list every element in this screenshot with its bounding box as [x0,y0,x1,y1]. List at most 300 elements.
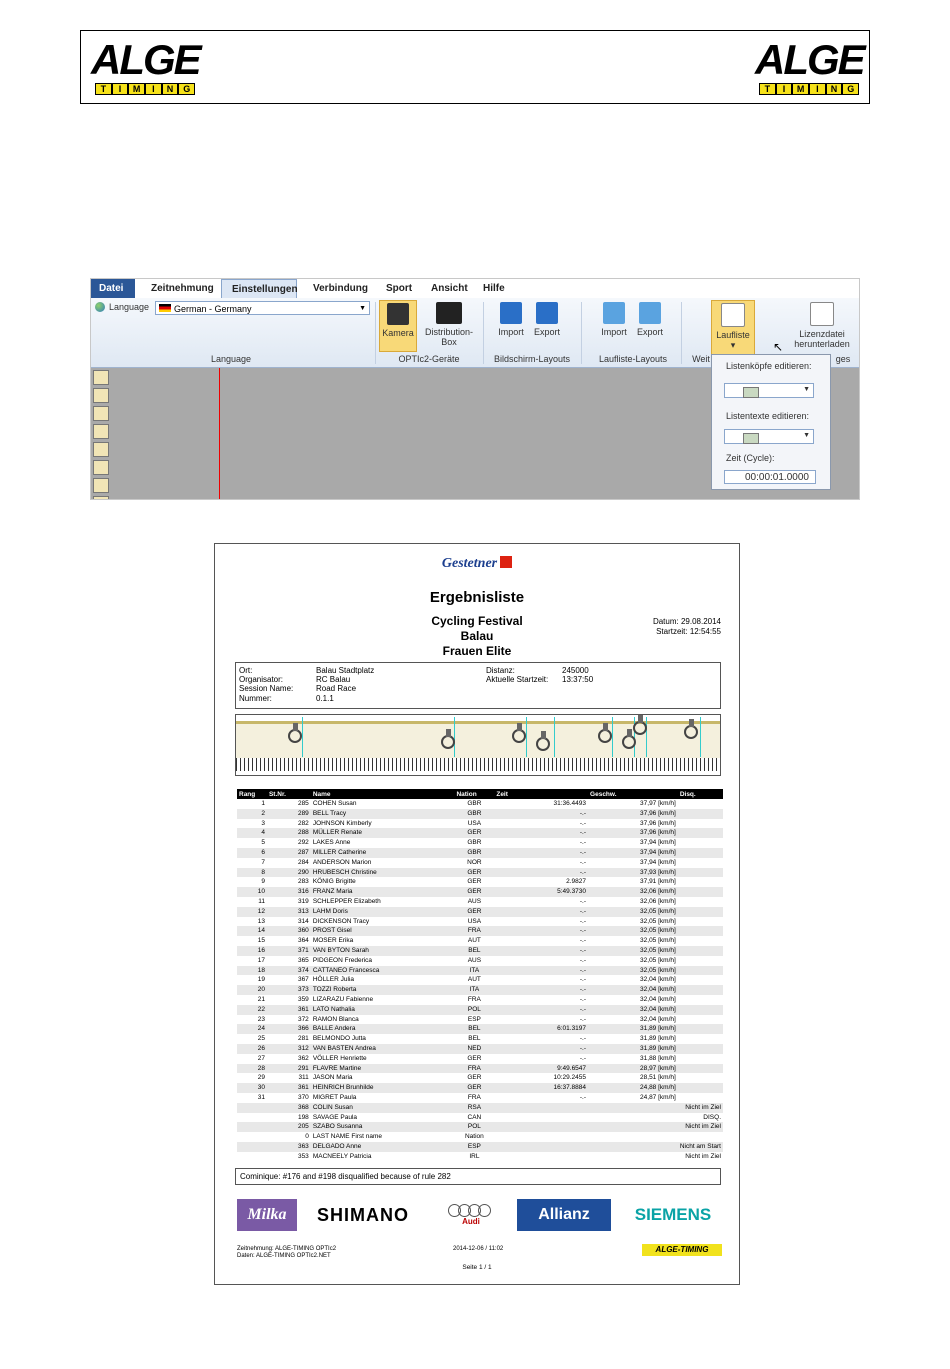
download-icon [810,302,834,326]
col-startnr: St.Nr. [267,789,311,799]
start-number-cell: 290 [267,868,311,878]
athlete-name-cell: VAN BYTON Sarah [311,946,455,956]
camera-tool-icon[interactable] [93,442,109,457]
menu-zeitnehmung[interactable]: Zeitnehmung [151,283,214,294]
table-row [237,897,723,907]
nation-cell: AUT [467,976,481,984]
table-row [237,887,723,897]
event-info-box: Ort: Balau Stadtplatz Organisator: RC Balau Session Name: Road Race Nummer: 0.1.1 Distanz: 245000 Aktuelle Startzeit: 13:37:50 [235,662,721,709]
athlete-name-cell: VAN BASTEN Andrea [311,1044,455,1054]
report-start-time: Startzeit: 12:54:55 [656,627,721,636]
nation-cell: BEL [454,946,494,956]
disqualification-cell [678,956,723,966]
gestetner-logo: Gestetner [215,556,739,572]
menu-einstellungen[interactable]: Einstellungen [221,279,297,298]
athlete-name-cell: FRANZ Maria [311,887,455,897]
start-number-cell: 374 [267,966,311,976]
table-row [237,799,723,809]
disqualification-cell [678,848,723,858]
nation-cell: GER [454,907,494,917]
nation-cell: ITA [454,966,494,976]
nation-cell: USA [467,917,482,925]
start-number-cell: 372 [297,1015,309,1023]
bar-tool-icon[interactable] [93,460,109,475]
nation-cell: GER [454,887,494,897]
event-category: Frauen Elite [442,644,512,658]
start-number-cell: 284 [297,858,309,866]
start-number-cell: 363 [267,1142,311,1152]
number-tool-icon[interactable] [93,406,109,421]
time-cell: -.- [579,917,587,925]
nation-cell: NED [454,1044,494,1054]
start-number-cell: 353 [297,1152,309,1160]
time-cell: 2.9827 [566,878,587,886]
time-cell: -.- [494,907,588,917]
table-row [237,1044,723,1054]
rank-cell: 22 [237,1005,267,1015]
disqualification-cell: Nicht am Start [679,1142,721,1150]
rank-cell: 18 [237,966,267,976]
athlete-name-cell: CATTANEO Francesca [311,966,455,976]
group-label-optic2: OPTIc2-Geräte [398,354,460,364]
speed-cell: 37,97 [km/h] [640,800,676,807]
time-cell: -.- [579,956,587,964]
rank-cell [237,1103,267,1113]
nation-cell: ESP [454,1142,494,1152]
table-row [237,975,723,985]
menu-bar [91,279,859,299]
report-title: Ergebnisliste [429,589,525,606]
start-number-cell: 361 [267,1005,311,1015]
nation-cell: GER [454,868,494,878]
hand-tool-icon[interactable] [93,370,109,385]
kamera-button[interactable]: Kamera [379,300,417,352]
speed-cell: 37,96 [km/h] [588,809,678,819]
table-row [237,809,723,819]
rank-cell: 30 [237,1083,267,1093]
event-location: Balau [460,629,494,643]
nation-cell: CAN [467,1113,482,1121]
time-cell: -.- [494,926,588,936]
start-number-cell: 287 [267,848,311,858]
disqualification-cell [678,897,723,907]
cyclist-image [288,729,302,743]
athlete-name-cell: SCHLEPPER Elizabeth [312,897,381,905]
language-label: Language [109,302,150,312]
disqualification-cell [678,838,723,848]
nation-cell: GER [454,1083,494,1093]
disqualification-cell: Nicht im Ziel [678,1103,723,1113]
rank-cell: 26 [237,1044,267,1054]
speed-cell: 37,96 [km/h] [640,819,676,827]
speed-cell: 32,04 [km/h] [588,1005,678,1015]
laufliste-button[interactable]: Laufliste ▾ [711,300,755,356]
speed-cell: 32,06 [km/h] [588,887,678,897]
menu-sport[interactable]: Sport [386,283,413,294]
start-number-cell: 312 [267,1044,311,1054]
athlete-name-cell: MILLER Catherine [311,848,455,858]
speed-cell: 32,04 [km/h] [640,1015,676,1023]
athlete-name-cell: JASON Maria [312,1074,353,1082]
disqualification-cell [678,1073,723,1083]
allianz-logo: Allianz [517,1199,611,1231]
nation-cell: FRA [454,1064,494,1074]
menu-hilfe[interactable]: Hilfe [483,283,505,294]
speed-cell [588,1103,678,1113]
time-cell [494,1113,588,1123]
cyclist-image [536,737,550,751]
speed-cell: 37,94 [km/h] [640,839,676,847]
speed-cell: 32,04 [km/h] [588,985,678,995]
group-label-weitere: Weit [692,354,710,364]
cyclist-image [598,729,612,743]
start-number-cell: 198 [297,1113,309,1121]
results-table [237,789,723,1161]
camera-icon [387,303,409,325]
table-row [237,858,723,868]
rank-cell: 6 [237,848,267,858]
time-cell: -.- [579,937,587,945]
laufliste-dropdown [711,354,831,490]
rank-cell: 20 [237,985,267,995]
disqualification-cell [678,868,723,878]
language-select[interactable]: German - Germany ▼ [155,301,370,315]
time-cell: 9:49.6547 [494,1064,588,1074]
edit-icon [743,387,759,398]
speed-cell: 32,06 [km/h] [640,897,676,905]
menu-verbindung[interactable]: Verbindung [313,283,368,294]
athlete-name-cell: COLIN Susan [311,1103,455,1113]
rank-cell: 2 [237,809,267,819]
table-row [237,1034,723,1044]
rank-cell [237,1113,267,1123]
export-icon [536,302,558,324]
start-number-cell: 292 [297,839,309,847]
disqualification-cell [678,985,723,995]
nation-cell: ESP [467,1015,481,1023]
rank-cell [237,1122,267,1132]
nation-cell: FRA [467,995,481,1003]
time-cell: 16:37.8884 [494,1083,588,1093]
chevron-down-icon: ▼ [359,305,366,312]
start-number-cell: 285 [297,800,309,807]
rank-cell [237,1142,267,1152]
disqualification-cell [678,799,723,809]
table-row [237,1054,723,1064]
rank-cell: 7 [261,858,265,866]
cyclist-image [684,725,698,739]
disqualification-cell: DISQ. [703,1113,721,1121]
table-row [237,1073,723,1083]
chevron-down-icon: ▼ [803,386,810,393]
footer-credits: Zeitnehmung: ALGE-TIMING OPTIc2 Daten: ALGE-TIMING OPTIc2.NET [237,1246,337,1259]
cyclist-image [633,721,647,735]
speed-cell: 28,51 [km/h] [640,1074,676,1082]
time-cell: -.- [579,976,587,984]
start-number-cell: 288 [267,828,311,838]
speed-cell [588,1152,678,1162]
time-cell: 5:49.3730 [494,887,588,897]
speed-cell: 32,04 [km/h] [640,976,676,984]
table-row [237,1103,723,1113]
rank-cell: 23 [257,1015,265,1023]
disqualification-cell [678,1034,723,1044]
athlete-name-cell: KÖNIG Brigitte [312,878,356,886]
line-tool-icon[interactable] [93,388,109,403]
nation-cell: RSA [454,1103,494,1113]
start-number-cell: 205 [267,1122,311,1132]
speed-cell: 37,93 [km/h] [588,868,678,878]
alge-timing-logo-left: ALGE T I M I N G [91,36,200,94]
disqualification-cell [678,1044,723,1054]
athlete-name-cell: MIGRET Paula [312,1093,357,1101]
group-label-list-layouts: Laufliste-Layouts [598,354,668,364]
nation-cell: GER [467,1074,482,1082]
start-number-cell: 360 [267,926,311,936]
disqualification-cell [678,975,723,985]
download-license-button[interactable]: Lizenzdatei herunterladen [791,300,853,349]
rank-cell: 1 [261,800,265,807]
athlete-name-cell: HEINRICH Brunhilde [311,1083,455,1093]
rank-cell: 11 [258,897,265,905]
start-number-cell: 371 [267,946,311,956]
time-cell: -.- [494,946,588,956]
rank-cell: 13 [257,917,265,925]
rank-cell: 12 [237,907,267,917]
disqualification-cell [678,1005,723,1015]
table-row [237,936,723,946]
time-cell: 6:01.3197 [494,1024,588,1034]
table-row [237,877,723,887]
finish-photo-strip [235,714,721,776]
speed-cell: 32,05 [km/h] [640,937,676,945]
rank-cell: 5 [261,839,265,847]
rank-cell: 10 [237,887,267,897]
disqualification-cell [678,1024,723,1034]
speed-cell [588,1142,678,1152]
auto-tool-icon[interactable] [93,478,109,493]
report-date: Datum: 29.08.2014 [652,617,721,626]
start-number-cell: 365 [297,956,309,964]
start-number-cell: 367 [297,976,309,984]
menu-ansicht[interactable]: Ansicht [431,283,468,294]
nation-cell: POL [454,1122,494,1132]
start-number-cell: 373 [267,985,311,995]
rank-cell [237,1132,267,1142]
disqualification-cell: Nicht im Ziel [678,1122,723,1132]
table-row [237,946,723,956]
siemens-logo: SIEMENS [634,1205,712,1224]
table-row [237,1132,723,1142]
speed-cell: 37,94 [km/h] [640,858,676,866]
list-layout-export-button[interactable]: Export [632,300,668,337]
speed-cell [588,1122,678,1132]
time-cell: -.- [494,966,588,976]
rank-cell: 14 [237,926,267,936]
speed-cell: 37,96 [km/h] [588,828,678,838]
speed-cell: 31,88 [km/h] [640,1054,676,1062]
time-cell: -.- [494,848,588,858]
speed-cell: 32,05 [km/h] [588,946,678,956]
time-cell: -.- [579,858,587,866]
nation-cell: IRL [469,1152,480,1160]
table-row [237,1005,723,1015]
start-number-cell: 314 [297,917,309,925]
table-row [237,1024,723,1034]
import-icon [500,302,522,324]
h-tool-icon[interactable] [93,424,109,439]
disqualification-cell [678,1093,723,1103]
rank-cell: 25 [257,1035,265,1043]
nation-cell: BEL [454,1024,494,1034]
time-cell: -.- [579,839,587,847]
time-cell: -.- [494,1044,588,1054]
speed-cell: 37,91 [km/h] [640,878,676,886]
time-cell: -.- [494,985,588,995]
time-cell: -.- [579,1035,587,1043]
table-row [237,1015,723,1025]
disqualification-cell [678,907,723,917]
screen-layout-import-button[interactable]: Import [493,300,529,337]
rank-cell: 24 [237,1024,267,1034]
event-name: Cycling Festival [431,614,523,628]
athlete-name-cell: HRUBESCH Christine [311,868,455,878]
disqualification-cell [678,917,723,927]
nation-cell: GBR [467,839,482,847]
rank-cell: 29 [257,1074,265,1082]
page-header [80,30,870,104]
athlete-name-cell: LAST NAME First name [312,1133,383,1141]
globe-icon [95,302,105,312]
list-layout-import-button[interactable]: Import [596,300,632,337]
alge-timing-logo-right: ALGE T I M I N G [755,36,864,94]
start-number-cell: 359 [297,995,309,1003]
cycle-time-input[interactable]: 00:00:01.0000 [724,470,816,484]
time-cell: -.- [579,995,587,1003]
disqualification-cell [678,858,723,868]
cyclist-image [512,729,526,743]
athlete-name-cell: MACNEELY Patricia [312,1152,372,1160]
rank-cell [237,1152,267,1162]
start-number-cell: 366 [267,1024,311,1034]
nation-cell: GBR [467,800,482,807]
distribution-box-icon [436,302,462,324]
speed-cell: 37,94 [km/h] [588,848,678,858]
nation-cell: GER [454,828,494,838]
table-row [237,1152,723,1162]
distribution-box-button[interactable]: Distribution- Box [421,300,477,347]
table-row [237,838,723,848]
list-header-edit-select[interactable] [724,383,814,398]
menu-datei[interactable]: Datei [91,279,135,298]
speed-cell: 32,05 [km/h] [588,966,678,976]
nation-cell: GBR [454,848,494,858]
time-cell: -.- [494,1005,588,1015]
tool-strip [93,370,109,500]
rank-cell: 16 [237,946,267,956]
col-name: Name [311,789,455,799]
rank-cell: 9 [261,878,265,886]
athlete-name-cell: LATO Nathalia [311,1005,455,1015]
disqualification-cell [678,936,723,946]
speed-cell [588,1132,678,1142]
shimano-logo: SHIMANO [317,1204,409,1225]
disqualification-cell [678,887,723,897]
nation-cell: FRA [454,926,494,936]
speed-cell: 32,04 [km/h] [640,995,676,1003]
speed-cell: 24,88 [km/h] [588,1083,678,1093]
page-number: Seite 1 / 1 [462,1264,492,1271]
athlete-name-cell: LAKES Anne [312,839,351,847]
nation-cell: GER [467,1054,482,1062]
mouse-cursor-icon: ↖ [773,340,784,354]
rank-cell: 31 [257,1093,265,1101]
athlete-name-cell: RAMON Blanca [312,1015,359,1023]
start-number-cell: 361 [267,1083,311,1093]
col-nation: Nation [454,789,494,799]
athlete-name-cell: ANDERSON Marion [312,858,372,866]
athlete-name-cell: BELMONDO Jutta [312,1035,366,1043]
table-row [237,1142,723,1152]
table-row [237,966,723,976]
time-cell: 31:36.4493 [553,800,587,807]
athlete-name-cell: FLAVRE Martine [311,1064,455,1074]
disqualification-cell [678,828,723,838]
clock-tool-icon[interactable] [93,496,109,500]
speed-cell: 32,05 [km/h] [640,917,676,925]
nation-cell: POL [454,1005,494,1015]
disqualification-cell [678,1054,723,1064]
start-number-cell: 311 [298,1074,309,1082]
athlete-name-cell: VÖLLER Henriette [312,1054,367,1062]
table-row [237,868,723,878]
screen-layout-export-button[interactable]: Export [529,300,565,337]
table-row [237,926,723,936]
athlete-name-cell: LIZARAZU Fabienne [312,995,374,1003]
table-row [237,1122,723,1132]
nation-cell: BEL [468,1035,481,1043]
athlete-name-cell: BELL Tracy [311,809,455,819]
table-row [237,819,723,829]
import-icon [603,302,625,324]
rank-cell: 27 [257,1054,265,1062]
time-cell [494,1122,588,1132]
table-row [237,985,723,995]
disqualification-cell: Nicht im Ziel [685,1152,721,1160]
nation-cell: GER [467,878,482,886]
comment-box: Cominique: #176 and #198 disqualified because of rule 282 [235,1168,721,1185]
disqualification-cell [678,966,723,976]
speed-cell: 24,87 [km/h] [640,1093,676,1101]
table-row [237,1113,723,1123]
disqualification-cell [678,1015,723,1025]
software-screenshot [90,278,860,500]
start-number-cell: 313 [267,907,311,917]
list-text-edit-label: Listentexte editieren: [726,411,810,421]
athlete-name-cell: LAHM Doris [311,907,455,917]
time-cell: -.- [494,828,588,838]
speed-cell [588,1113,678,1123]
table-header-row [237,789,723,799]
start-number-cell: 282 [297,819,309,827]
col-rang: Rang [237,789,267,799]
list-text-edit-select[interactable] [724,429,814,444]
disqualification-cell [678,877,723,887]
athlete-name-cell: BALLE Andera [311,1024,455,1034]
start-number-cell: 362 [297,1054,309,1062]
results-report [214,543,740,1285]
time-cell: -.- [494,809,588,819]
